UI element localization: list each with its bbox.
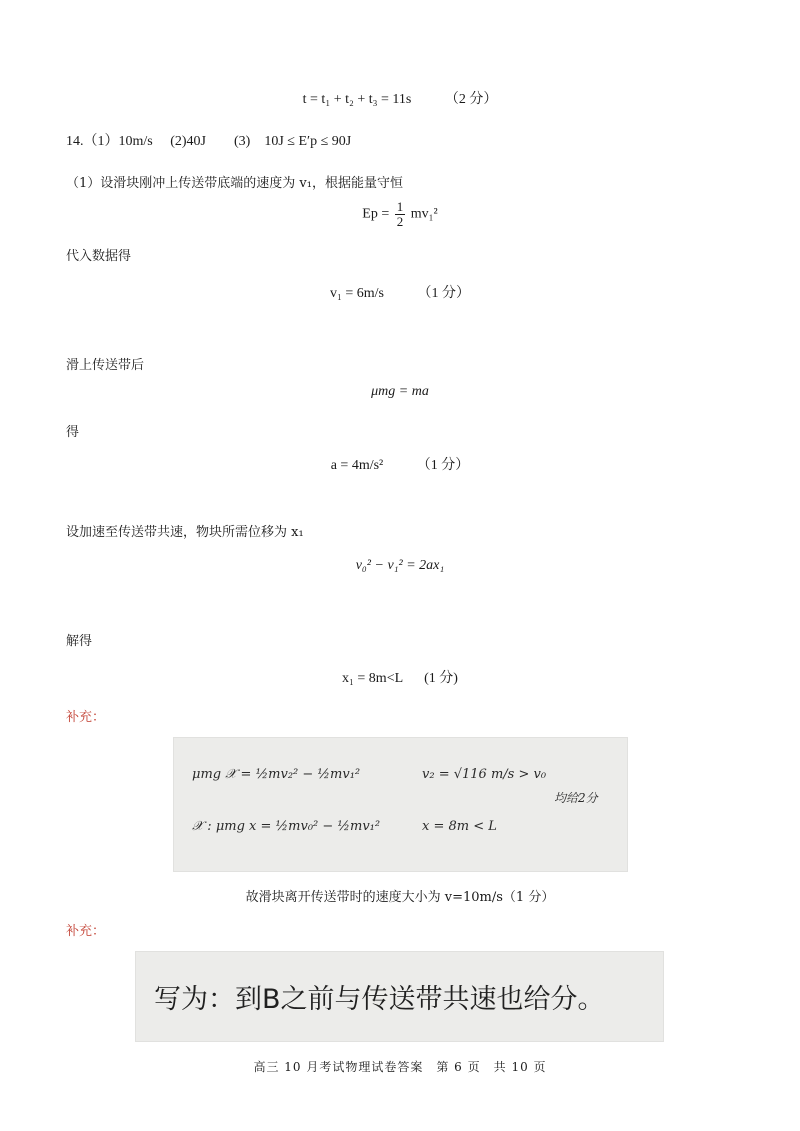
fraction-numerator: 1: [396, 199, 404, 214]
substitute-text: 代入数据得: [66, 249, 132, 264]
handwriting-svg: [136, 952, 663, 1041]
handwriting-image: [173, 737, 628, 872]
handwriting-line: 𝒳 : μmg x = ½mv₀² − ½mv₁²: [192, 819, 381, 834]
score-label: (1 分): [424, 671, 458, 686]
equation-formula: t = t₁ + t₂ + t₃ = 11s: [302, 92, 412, 107]
equation-formula: x₁ = 8m<L: [342, 671, 403, 686]
equation-x1: [0, 667, 800, 687]
handwriting-image: [135, 951, 664, 1042]
equation-formula: v₁ = 6m/s: [329, 286, 384, 301]
handwriting-line: 写为：到B之前与传送带共速也给分。: [154, 984, 605, 1015]
equation-total-time: [0, 88, 800, 108]
equation-v1: [0, 282, 800, 302]
handwriting-line: μmg 𝒳 = ½mv₂² − ½mv₁²: [192, 767, 361, 782]
handwriting-svg: [174, 738, 627, 871]
equation-formula: v₀² − v₁² = 2ax₁: [355, 558, 445, 573]
slide-text: 滑上传送带后: [66, 358, 145, 373]
score-label: （1 分）: [416, 458, 470, 473]
q14-answers: 14.（1）10m/s (2)40J (3) 10J ≤ E′p ≤ 90J: [66, 134, 352, 149]
fraction-half: [395, 200, 406, 228]
supplement-label: 补充：: [66, 710, 106, 725]
energy-lhs: Ep =: [362, 206, 390, 222]
page-footer: 高三 10 月考试物理试卷答案 第 6 页 共 10 页: [253, 1060, 547, 1074]
score-label: （2 分）: [444, 92, 498, 107]
handwriting-line: x = 8m < L: [422, 819, 497, 834]
supplement-label: 补充：: [66, 924, 106, 939]
equation-acceleration: [0, 454, 800, 474]
equation-formula: μmg = ma: [371, 384, 429, 399]
equation-energy: [0, 200, 800, 228]
de-text: 得: [66, 425, 80, 440]
equation-kinematic: [0, 558, 800, 574]
part1-intro: （1）设滑块刚冲上传送带底端的速度为 v₁，根据能量守恒: [66, 176, 403, 191]
equation-formula: a = 4m/s²: [330, 458, 384, 473]
fraction-denominator: 2: [396, 213, 404, 229]
jiede-text: 解得: [66, 634, 93, 649]
handwriting-line: v₂ = √116 m/s > v₀: [422, 767, 547, 782]
score-label: （1 分）: [417, 286, 470, 301]
handwriting-line: 均给2分: [554, 791, 598, 805]
energy-rhs: mv₁²: [410, 206, 438, 222]
accel-text: 设加速至传送带共速，物块所需位移为 x₁: [66, 525, 304, 540]
equation-friction: [0, 384, 800, 400]
conclusion-text: 故滑块离开传送带时的速度大小为 v=10m/s（1 分）: [245, 890, 555, 905]
